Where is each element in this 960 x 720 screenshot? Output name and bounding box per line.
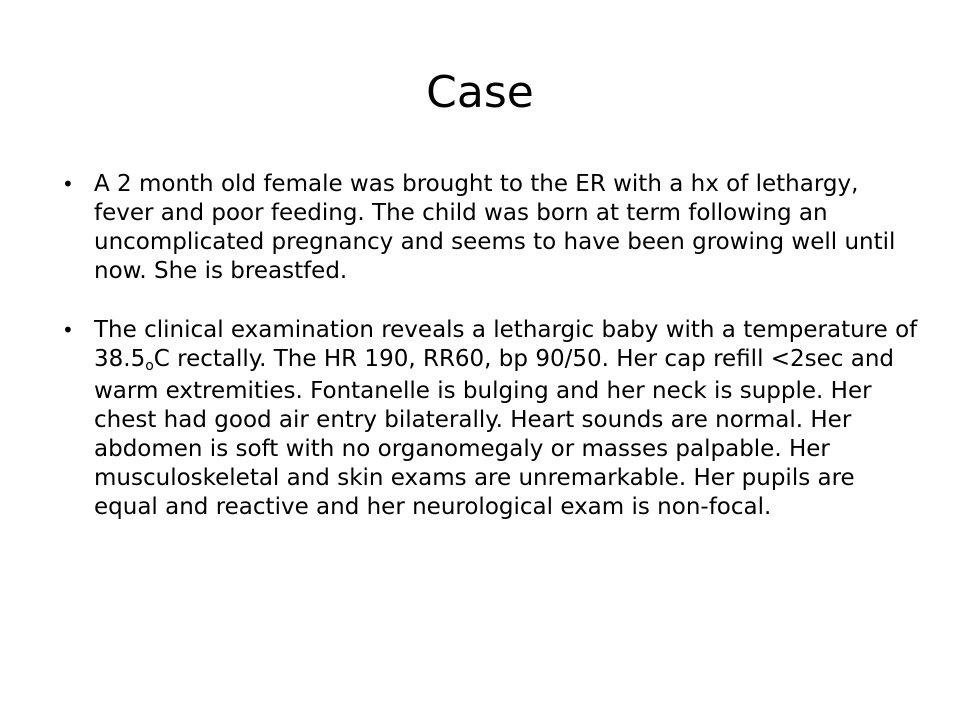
examination-text (94, 316, 922, 522)
bullet-icon: • (62, 172, 74, 196)
slide-title: Case (426, 67, 534, 118)
bullet-item-examination (62, 316, 922, 522)
degree-symbol: o (145, 358, 154, 374)
bullet-icon: • (62, 318, 74, 342)
examination-text-start: The clinical examination reveals a lethargic baby with a temperature of 38.5 (94, 317, 918, 372)
examination-text-end: C rectally. The HR 190, RR60, bp 90/50. Her cap refill <2sec and warm extremities. Fontanelle is bulging and her neck is supple. Her chest had good air entry bilaterally. Heart sounds are normal. Her abdomen is soft with no organomegaly or masses palpable. Her musculoskeletal and skin exams are unremarkable. Her pupils are equal and reactive and her neurological exam is non-focal. (94, 346, 895, 520)
bullet-item-history (62, 170, 922, 286)
bullet-list (62, 170, 922, 522)
history-text: A 2 month old female was brought to the ER with a hx of lethargy, fever and poor feeding. The child was born at term following an uncomplicated pregnancy and seems to have been growing well until now. She is breastfed. (94, 171, 896, 284)
